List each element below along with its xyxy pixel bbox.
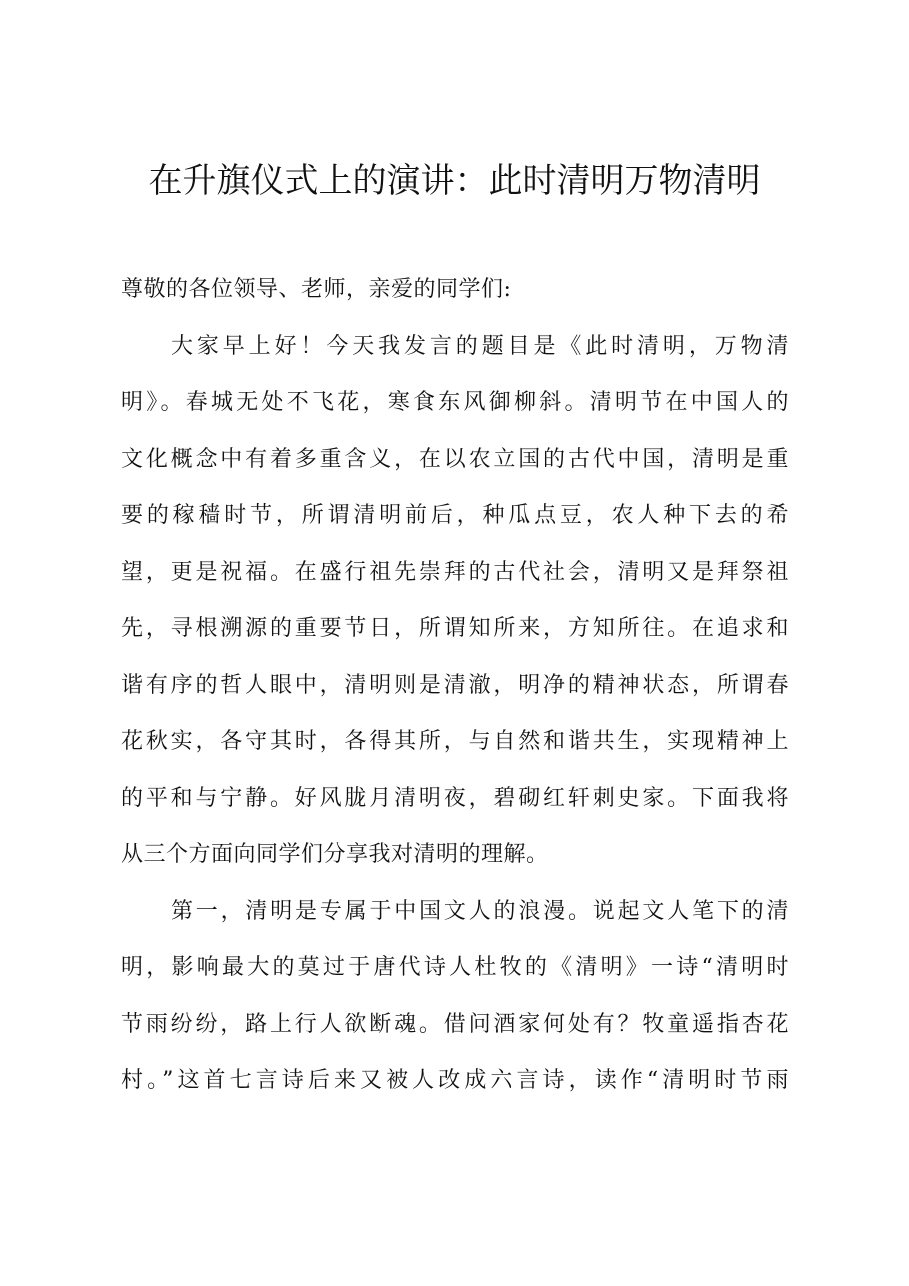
paragraph-1-line: 从三个方面向同学们分享我对清明的理解。: [121, 842, 549, 867]
paragraph-2-line: 明，影响最大的莫过于唐代诗人杜牧的《清明》一诗“清明时: [121, 955, 789, 980]
paragraph-1-line: 要的稼穑时节，所谓清明前后，种瓜点豆，农人种下去的希: [121, 503, 789, 528]
paragraph-1-line: 大家早上好！今天我发言的题目是《此时清明，万物清: [171, 333, 789, 359]
paragraph-1-line: 谐有序的哲人眼中，清明则是清澈，明净的精神状态，所谓春: [121, 672, 789, 698]
document-title: 在升旗仪式上的演讲：此时清明万物清明: [148, 161, 761, 201]
paragraph-1-line: 的平和与宁静。好风胧月清明夜，碧砌红轩刺史家。下面我将: [121, 785, 789, 811]
paragraph-2-line: 村。”这首七言诗后来又被人改成六言诗，读作“清明时节雨: [121, 1068, 789, 1093]
document-body: [121, 262, 789, 1110]
paragraph-1-line: 先，寻根溯源的重要节日，所谓知所来，方知所往。在追求和: [121, 616, 789, 641]
paragraph-1-line: 文化概念中有着多重含义，在以农立国的古代中国，清明是重: [121, 446, 789, 472]
paragraph-2-line: 第一，清明是专属于中国文人的浪漫。说起文人笔下的清: [171, 898, 789, 924]
paragraph-1-line: 明》。春城无处不飞花，寒食东风御柳斜。清明节在中国人的: [121, 390, 789, 415]
paragraph-1-line: 望，更是祝福。在盛行祖先崇拜的古代社会，清明又是拜祭祖: [121, 559, 789, 585]
paragraph-1-line: 花秋实，各守其时，各得其所，与自然和谐共生，实现精神上: [121, 729, 789, 754]
paragraph-2-line: 节雨纷纷，路上行人欲断魂。借问酒家何处有？牧童遥指杏花: [121, 1011, 789, 1037]
greeting-line: 尊敬的各位领导、老师，亲爱的同学们:: [121, 277, 512, 302]
